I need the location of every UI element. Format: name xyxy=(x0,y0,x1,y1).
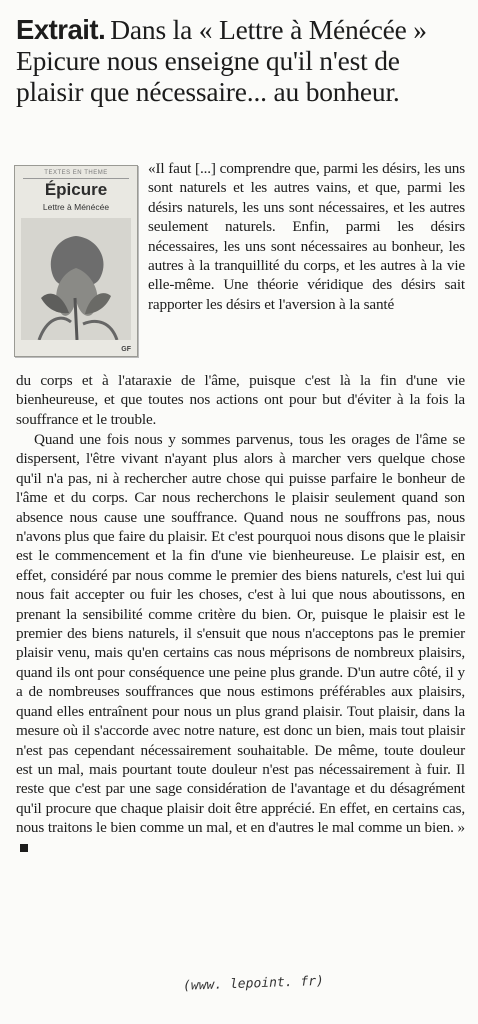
book-series: TEXTES EN THEME xyxy=(44,170,108,176)
headline xyxy=(16,14,468,107)
paragraph-2 xyxy=(16,430,465,857)
book-rule xyxy=(23,178,129,179)
book-subtitle: Lettre à Ménécée xyxy=(42,202,110,212)
publisher-logo: GF xyxy=(121,346,131,353)
paragraph-1-wrapped: «Il faut [...] comprendre que, parmi les désirs, les uns sont naturels et les autres vains, et que, parmi les désirs naturels, les uns sont nécessaires, et les autres seulement naturels. Enfin, parmi les désirs nécessaires, les uns sont nécessaires au bonheur, les autres à la tranquillité du corps, et les autres à la vie elle-même. Une théorie véridique des désirs sait rapporter les désirs et l'aversion à la santé xyxy=(148,160,465,313)
paragraph-2-text: Quand une fois nous y sommes parvenus, tous les orages de l'âme se dispersent, l'être vivant n'ayant plus alors à marcher vers quelque chose qu'il n'a pas, ni à rechercher autre chose qui puisse parfaire le bonheur de l'âme et du corps. Car nous recherchons le plaisir seulement quand son absence nous cause une souffrance. Quand nous ne souffrons pas, nous n'avons plus que faire du plaisir. Et c'est pourquoi nous disons que le plaisir est le commencement et la fin d'une vie bienheureuse. Le plaisir est, en effet, considéré par nous comme le premier des biens naturels, c'est lui qui nous fait accepter ou fuir les choses, c'est à lui que nous aboutissons, en prenant la sensibilité comme critère du bien. Or, puisque le plaisir est le premier des biens naturels, il s'ensuit que nous n'acceptons pas le premier plaisir venu, mais qu'en certains cas nous méprisons de nombreux plaisirs, quand ils ont pour conséquence une peine plus grande. D'un autre côté, il y a de nombreuses souffrances que nous estimons préférables aux plaisirs, quand elles entraînent pour nous un plus grand plaisir. Tout plaisir, dans la mesure où il s'accorde avec notre nature, est donc un bien, mais tout plaisir n'est pas cependant nécessairement souhaitable. De même, toute douleur est un mal, mais pourtant toute douleur n'est pas nécessairement à fuir. Il reste que c'est par une sage considération de l'avantage et du désagrément qu'il procure que chaque plaisir doit être apprécié. En effet, en certains cas, nous traitons le bien comme un mal, et en d'autres le mal comme un bien. » xyxy=(16,431,465,837)
headline-kicker: Extrait. xyxy=(16,14,106,45)
handwritten-source: (www. lepoint. fr) xyxy=(182,973,325,994)
book-cover-image xyxy=(14,165,138,357)
end-square-icon xyxy=(20,844,28,852)
paragraph-1-continued: du corps et à l'ataraxie de l'âme, puisque c'est là la fin d'une vie bienheureuse, et que toutes nos actions ont pour but d'éviter à la fois la souffrance et le trouble. xyxy=(16,372,465,428)
iris-illustration xyxy=(21,218,131,340)
book-title: Épicure xyxy=(44,180,108,199)
headline-text: Dans la « Lettre à Ménécée » Epicure nous enseigne qu'il n'est de plaisir que nécessaire... au bonheur. xyxy=(16,14,427,107)
